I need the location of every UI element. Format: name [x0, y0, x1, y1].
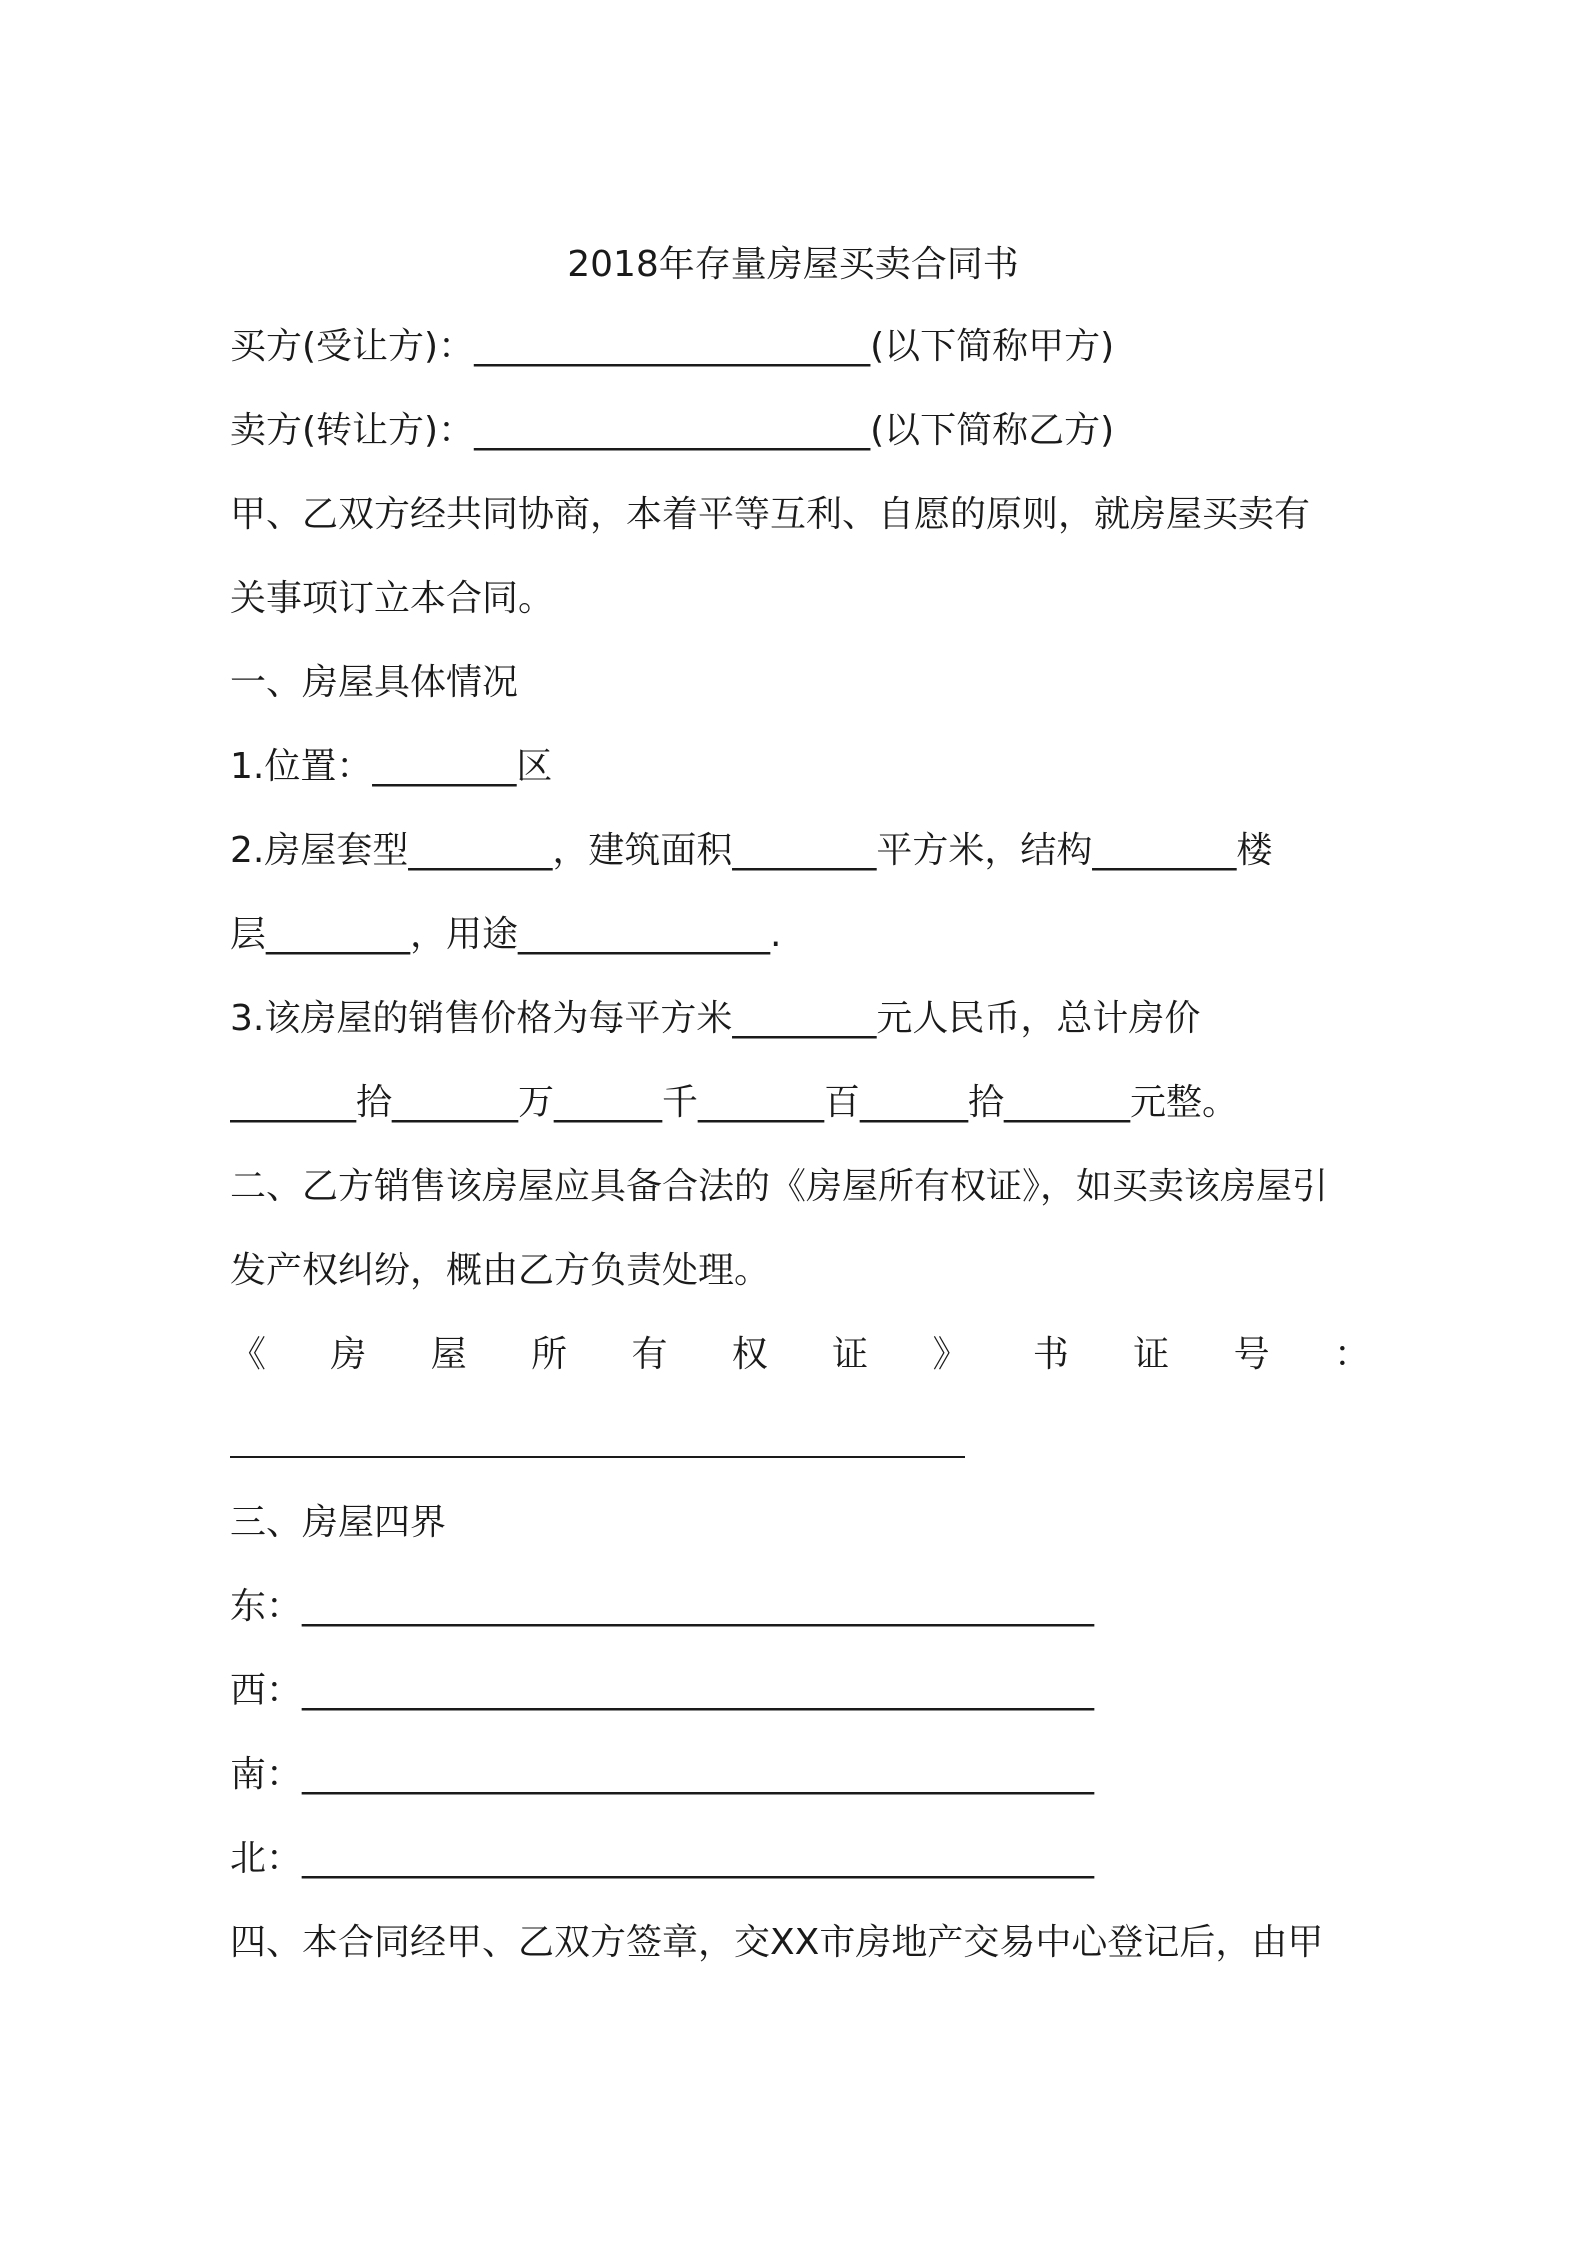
cert-char: 证: [1133, 1334, 1170, 1375]
cert-char: 》: [932, 1334, 969, 1375]
boundary-east: 东：____________________________________________: [230, 1586, 1094, 1627]
item-1-location: 1.位置：________区: [230, 746, 553, 787]
boundary-south: 南：____________________________________________: [230, 1754, 1094, 1795]
seller-line: 卖方(转让方)：______________________(以下简称乙方): [230, 410, 1115, 451]
boundary-north: 北：____________________________________________: [230, 1838, 1094, 1879]
cert-char: 有: [631, 1334, 668, 1375]
cert-char: 《: [230, 1334, 267, 1375]
cert-char: 房: [330, 1334, 367, 1375]
section-4-line-1: 四、本合同经甲、乙双方签章，交XX市房地产交易中心登记后，由甲: [230, 1922, 1324, 1963]
buyer-line: 买方(受让方)：______________________(以下简称甲方): [230, 326, 1115, 367]
item-2-line-1: 2.房屋套型________，建筑面积________平方米，结构________楼: [230, 830, 1273, 871]
intro-line-2: 关事项订立本合同。: [230, 578, 555, 619]
cert-char: 书: [1032, 1334, 1069, 1375]
certificate-number-blank: [230, 1456, 965, 1458]
document-title: 2018年存量房屋买卖合同书: [567, 244, 1019, 285]
cert-char: 屋: [430, 1334, 467, 1375]
cert-char: 证: [832, 1334, 869, 1375]
intro-line-1: 甲、乙双方经共同协商，本着平等互利、自愿的原则，就房屋买卖有: [230, 494, 1311, 535]
cert-char: 所: [531, 1334, 568, 1375]
cert-char: 号: [1233, 1334, 1270, 1375]
section-2-line-1: 二、乙方销售该房屋应具备合法的《房屋所有权证》，如买卖该房屋引: [230, 1166, 1329, 1207]
certificate-number-label: [230, 1331, 1370, 1379]
cert-char: ：: [1333, 1334, 1370, 1375]
section-3-heading: 三、房屋四界: [230, 1502, 447, 1543]
section-2-line-2: 发产权纠纷，概由乙方负责处理。: [230, 1250, 771, 1291]
cert-char: 权: [731, 1334, 768, 1375]
section-1-heading: 一、房屋具体情况: [230, 662, 519, 703]
item-3-line-1: 3.该房屋的销售价格为每平方米________元人民币，总计房价: [230, 998, 1201, 1039]
item-3-line-2: _______拾_______万______千_______百______拾_______元整。: [230, 1082, 1239, 1123]
item-2-line-2: 层________，用途______________.: [230, 914, 782, 955]
boundary-west: 西：____________________________________________: [230, 1670, 1094, 1711]
